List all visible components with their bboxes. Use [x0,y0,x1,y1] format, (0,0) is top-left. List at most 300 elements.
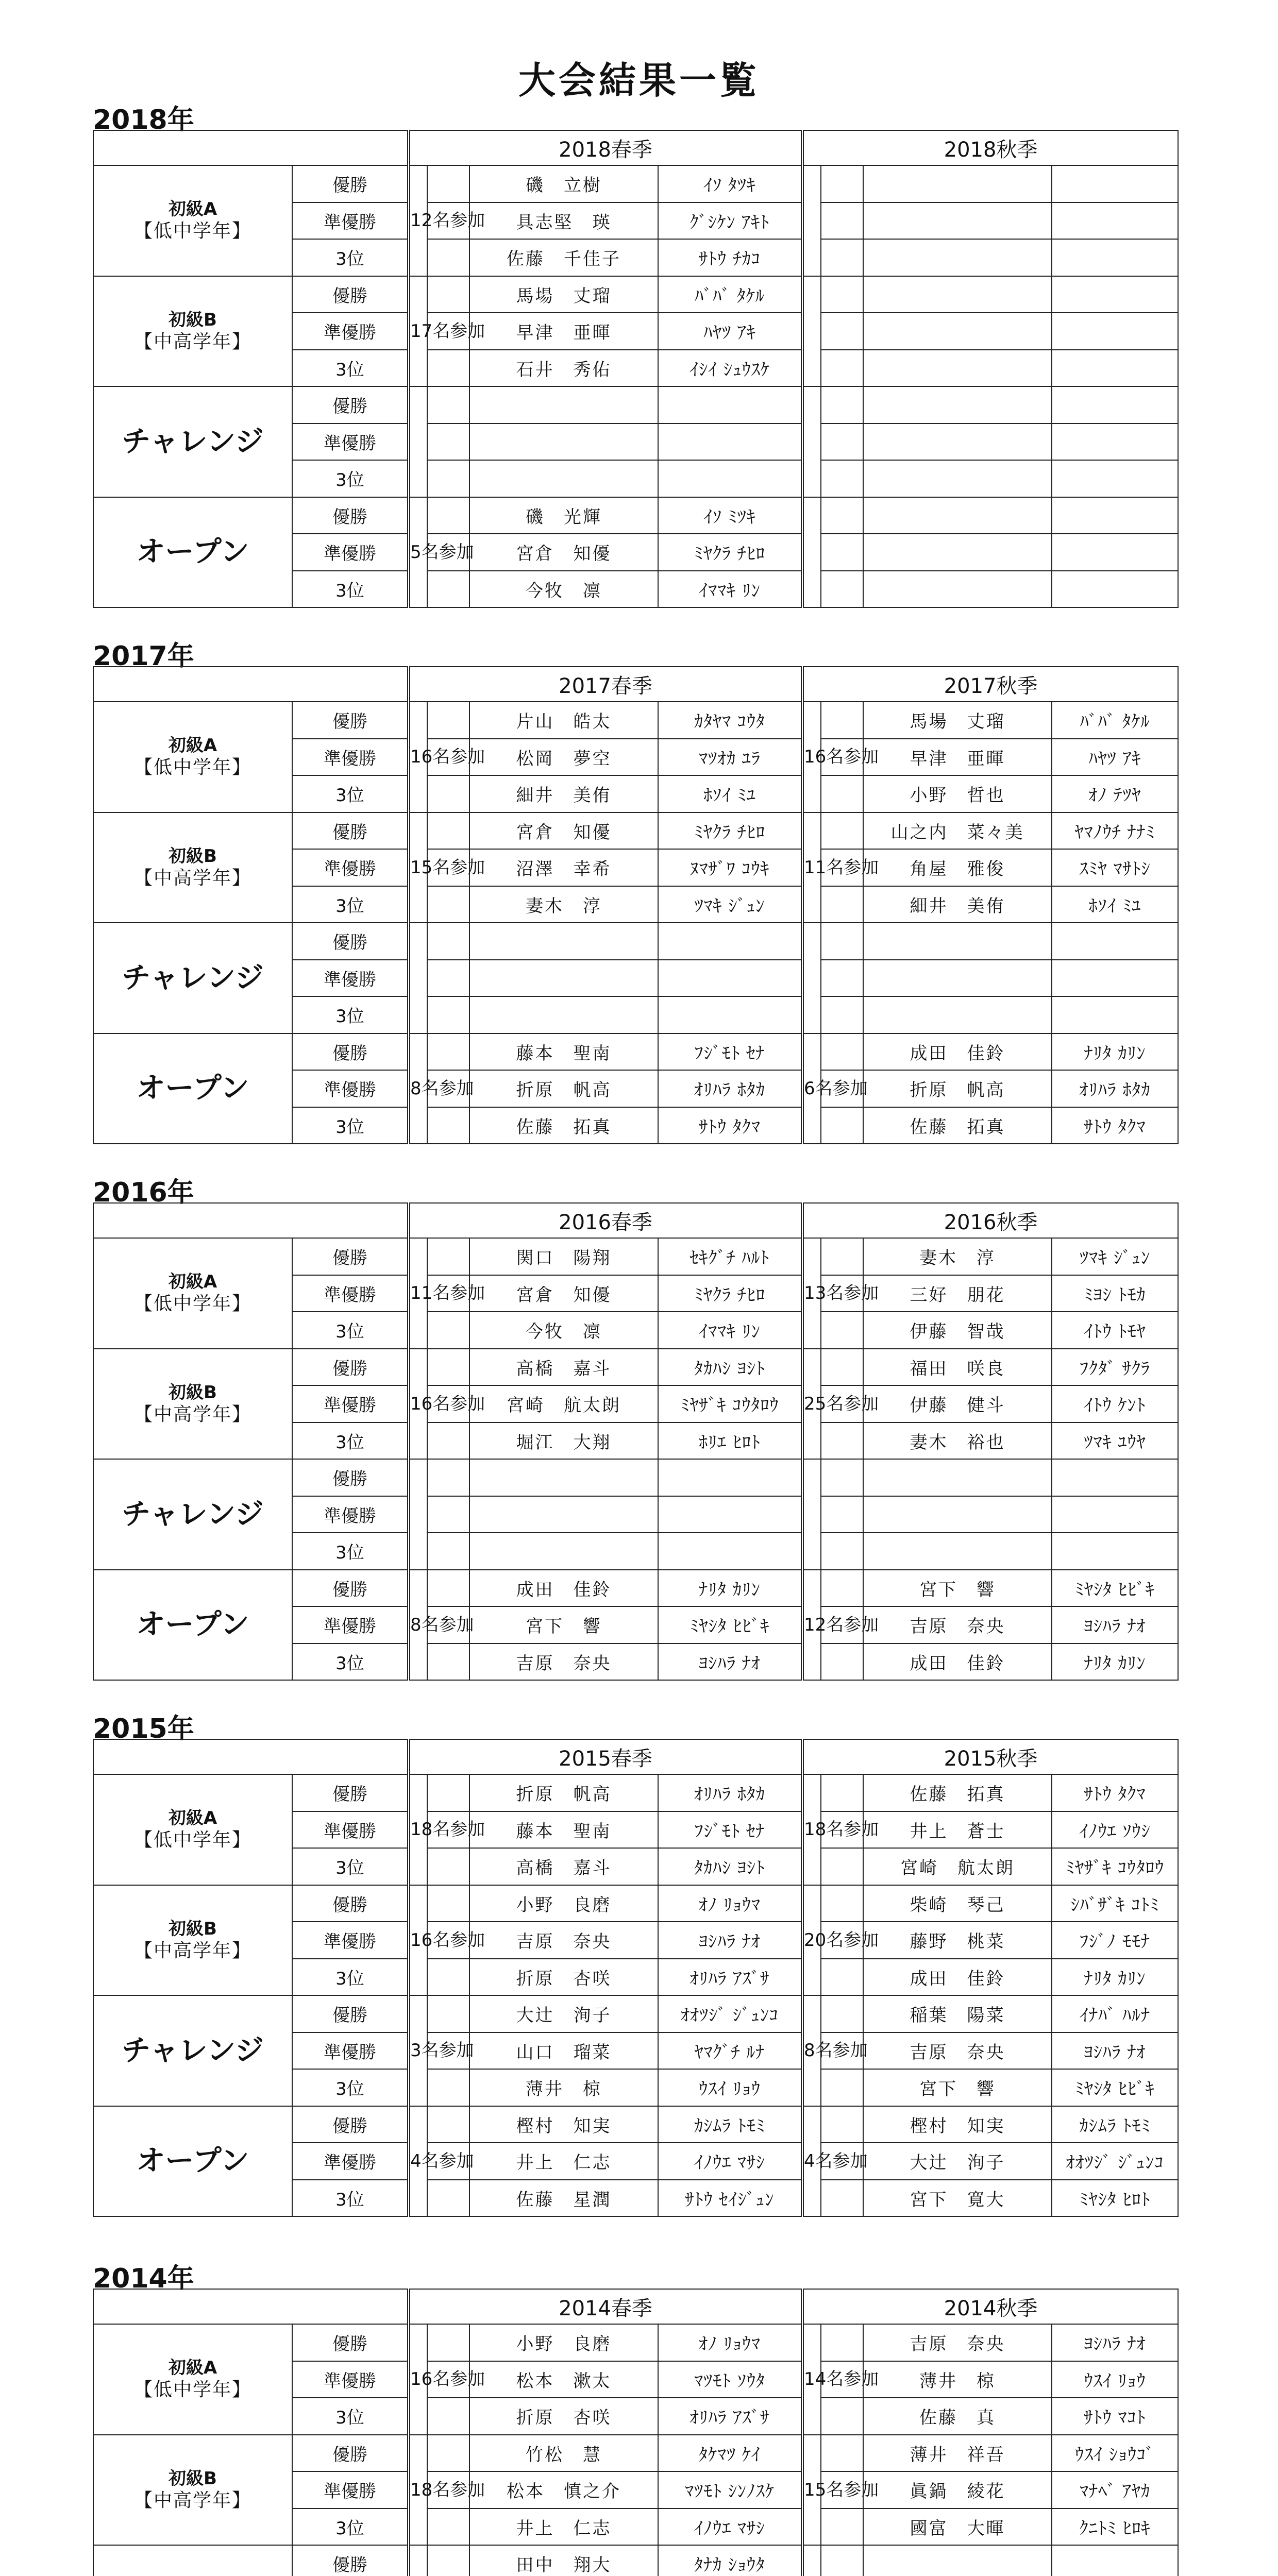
winner-name: 山之内 菜々美 [863,812,1052,850]
spacer-cell [821,497,863,534]
winner-kana [1052,534,1178,571]
winner-kana: ｸﾆﾄﾐ ﾋﾛｷ [1052,2509,1178,2546]
table-row [93,2435,1178,2472]
winner-kana: ﾐﾔｸﾗ ﾁﾋﾛ [658,812,802,850]
spacer-cell [427,571,469,608]
category-grade: 【中高学年】 [133,867,251,889]
winner-name: 妻木 淳 [863,1238,1052,1275]
category-name: オープン [136,535,249,569]
table-row [93,1885,1178,1922]
winner-name [863,923,1052,960]
category-name: オープン [136,1608,249,1642]
winner-kana: ｻﾄｳ ﾁｶｺ [658,239,802,276]
winner-kana [658,460,802,497]
winner-kana: ﾀｹﾏﾂ ｹｲ [658,2435,802,2472]
place-label: 優勝 [292,386,409,423]
spacer-cell [821,2398,863,2435]
winner-kana: ｲﾉｳｴ ﾏｻｼ [658,2509,802,2546]
place-label: 3位 [292,2398,409,2435]
winner-kana: ﾂﾏｷ ﾕｳﾔ [1052,1422,1178,1460]
spacer-cell [821,165,863,202]
category-cell [93,2545,292,2576]
winner-kana [1052,350,1178,387]
place-label: 優勝 [292,2106,409,2143]
table-row [93,1570,1178,1607]
place-label: 優勝 [292,2545,409,2576]
spacer-cell [821,2069,863,2106]
participant-count: 18名参加 [409,1774,427,1885]
category-name: 初級A [168,1272,217,1293]
spacer-cell [427,1848,469,1885]
category-name: 初級A [168,2358,217,2379]
category-name: チャレンジ [122,1497,264,1531]
season-header: 2016春季 [409,1203,802,1238]
winner-name: 堀江 大翔 [469,1422,658,1460]
participant-count [409,2545,427,2576]
spacer-cell [427,1312,469,1349]
winner-kana: ｳｽｲ ﾘｮｳ [1052,2361,1178,2398]
year-label: 2015年 [93,1714,194,1744]
winner-kana: ｵﾘﾊﾗ ﾎﾀｶ [658,1070,802,1107]
winner-kana: ﾐﾔｸﾗ ﾁﾋﾛ [658,534,802,571]
header-blank-cell [93,1739,409,1774]
winner-name [863,2545,1052,2576]
spacer-cell [427,1349,469,1386]
spacer-cell [427,423,469,461]
category-cell [93,702,292,812]
spacer-cell [821,702,863,739]
winner-name: 吉原 奈央 [863,2032,1052,2070]
category-cell [93,497,292,608]
category-cell [93,2435,292,2546]
winner-kana: ﾏﾂｵｶ ﾕﾗ [658,739,802,776]
place-label: 準優勝 [292,739,409,776]
winner-kana: ｻﾄｳ ﾏｺﾄ [1052,2398,1178,2435]
spacer-cell [821,350,863,387]
category-cell [93,386,292,497]
winner-kana [1052,1533,1178,1570]
participant-count [802,923,821,1033]
winner-name: 佐藤 真 [863,2398,1052,2435]
winner-kana [658,1533,802,1570]
participant-count: 18名参加 [802,1774,821,1885]
winner-name [469,1459,658,1496]
winner-name [469,1496,658,1533]
place-label: 準優勝 [292,2471,409,2509]
winner-kana [1052,923,1178,960]
place-label: 優勝 [292,702,409,739]
table-row [93,1238,1178,1275]
spacer-cell [427,2435,469,2472]
winner-kana [1052,960,1178,997]
winner-kana: ｵﾉ ﾃﾂﾔ [1052,775,1178,812]
participant-count: 8名参加 [409,1570,427,1681]
winner-name: 馬場 丈瑠 [469,276,658,313]
place-label: 優勝 [292,165,409,202]
spacer-cell [821,202,863,240]
winner-kana [1052,423,1178,461]
winner-name: 宮崎 航太朗 [469,1385,658,1422]
winner-name: 田中 翔大 [469,2545,658,2576]
spacer-cell [821,1774,863,1811]
spacer-cell [821,460,863,497]
participant-count [802,165,821,276]
winner-kana: ﾌｼﾞﾓﾄ ｾﾅ [658,1811,802,1849]
participant-count: 8名参加 [409,1033,427,1144]
winner-kana: ｵﾘﾊﾗ ﾎﾀｶ [1052,1070,1178,1107]
place-label: 準優勝 [292,1811,409,1849]
spacer-cell [427,2069,469,2106]
winner-name: 沼澤 幸希 [469,849,658,886]
winner-kana: ﾐﾔｻﾞｷ ｺｳﾀﾛｳ [658,1385,802,1422]
winner-name: 吉原 奈央 [863,1606,1052,1643]
winner-kana: ｵﾉ ﾘｮｳﾏ [658,2324,802,2361]
winner-kana: ｲｿ ﾀﾂｷ [658,165,802,202]
participant-count: 11名参加 [802,812,821,923]
winner-name: 三好 朋花 [863,1275,1052,1312]
winner-name: 折原 帆高 [863,1070,1052,1107]
winner-kana: ﾀｶﾊｼ ﾖｼﾄ [658,1349,802,1386]
winner-kana: ﾊﾔﾂ ｱｷ [1052,739,1178,776]
winner-name: 妻木 淳 [469,886,658,923]
winner-kana [1052,239,1178,276]
winner-kana: ﾌｼﾞﾓﾄ ｾﾅ [658,1033,802,1071]
place-label: 3位 [292,996,409,1033]
winner-name [469,996,658,1033]
place-label: 3位 [292,2069,409,2106]
winner-kana: ﾎｿｲ ﾐﾕ [658,775,802,812]
place-label: 3位 [292,1959,409,1996]
winner-kana: ﾅﾘﾀ ｶﾘﾝ [1052,1643,1178,1681]
spacer-cell [821,2545,863,2576]
results-table [93,666,1179,1144]
spacer-cell [427,1107,469,1144]
year-label: 2016年 [93,1177,194,1208]
winner-kana [658,923,802,960]
winner-name: 関口 陽翔 [469,1238,658,1275]
season-header-row [93,2289,1178,2324]
spacer-cell [427,1885,469,1922]
spacer-cell [821,534,863,571]
winner-name: 佐藤 星潤 [469,2180,658,2217]
winner-kana: ﾇﾏｻﾞﾜ ｺｳｷ [658,849,802,886]
spacer-cell [427,2398,469,2435]
place-label: 優勝 [292,276,409,313]
category-grade: 【中高学年】 [133,2489,251,2511]
winner-name [863,460,1052,497]
winner-name: 福田 咲良 [863,1349,1052,1386]
spacer-cell [427,1422,469,1460]
place-label: 優勝 [292,1349,409,1386]
winner-name: 折原 杏咲 [469,2398,658,2435]
winner-name: 竹松 慧 [469,2435,658,2472]
participant-count: 16名参加 [409,1885,427,1996]
place-label: 優勝 [292,812,409,850]
spacer-cell [427,1570,469,1607]
winner-kana: ｶｼﾑﾗ ﾄﾓﾐ [1052,2106,1178,2143]
place-label: 優勝 [292,2324,409,2361]
place-label: 3位 [292,1422,409,1460]
season-header: 2016秋季 [802,1203,1178,1238]
winner-name: 早津 亜暉 [863,739,1052,776]
table-row [93,386,1178,423]
spacer-cell [427,1459,469,1496]
winner-name: 伊藤 智哉 [863,1312,1052,1349]
category-name: 初級B [169,1918,217,1939]
winner-name: 今牧 凛 [469,1312,658,1349]
winner-kana: ﾂﾏｷ ｼﾞｭﾝ [658,886,802,923]
winner-kana: ﾏﾅﾍﾞ ｱﾔｶ [1052,2471,1178,2509]
spacer-cell [821,1959,863,1996]
winner-name: 今牧 凛 [469,571,658,608]
participant-count: 14名参加 [802,2324,821,2435]
winner-name: 吉原 奈央 [863,2324,1052,2361]
place-label: 3位 [292,2180,409,2217]
winner-name [863,239,1052,276]
winner-name: 高橋 嘉斗 [469,1848,658,1885]
category-grade: 【低中学年】 [133,2379,251,2401]
place-label: 準優勝 [292,1275,409,1312]
table-row [93,812,1178,850]
spacer-cell [427,1033,469,1071]
winner-name [863,1496,1052,1533]
spacer-cell [821,1312,863,1349]
participant-count [802,497,821,608]
category-cell [93,1995,292,2106]
category-name: チャレンジ [122,2033,264,2067]
season-header-row [93,1739,1178,1774]
category-cell [93,1570,292,1681]
spacer-cell [821,923,863,960]
participant-count: 20名参加 [802,1885,821,1996]
winner-kana [658,423,802,461]
winner-kana: ｻﾄｳ ﾀｸﾏ [1052,1774,1178,1811]
winner-name: 宮下 寛大 [863,2180,1052,2217]
spacer-cell [821,1422,863,1460]
spacer-cell [427,812,469,850]
place-label: 3位 [292,460,409,497]
winner-name: 稲葉 陽菜 [863,1995,1052,2032]
winner-name: 佐藤 千佳子 [469,239,658,276]
winner-name: 成田 佳鈴 [863,1033,1052,1071]
winner-kana: ﾅﾘﾀ ｶﾘﾝ [658,1570,802,1607]
table-row [93,923,1178,960]
winner-name [863,534,1052,571]
page-title: 大会結果一覧 [518,59,760,102]
winner-kana: ﾊﾞﾊﾞ ﾀｹﾙ [1052,702,1178,739]
place-label: 準優勝 [292,1606,409,1643]
spacer-cell [821,2509,863,2546]
winner-kana [658,386,802,423]
winner-name: 宮倉 知優 [469,1275,658,1312]
winner-name: 馬場 丈瑠 [863,702,1052,739]
table-row [93,2106,1178,2143]
winner-kana: ﾏﾂﾓﾄ ｼﾝﾉｽｹ [658,2471,802,2509]
participant-count: 16名参加 [802,702,821,812]
spacer-cell [427,1533,469,1570]
place-label: 優勝 [292,1033,409,1071]
winner-kana: ﾊﾞﾊﾞ ﾀｹﾙ [658,276,802,313]
spacer-cell [427,960,469,997]
header-blank-cell [93,667,409,702]
year-label: 2014年 [93,2263,194,2294]
winner-kana: ﾔﾏｸﾞﾁ ﾙﾅ [658,2032,802,2070]
winner-kana [1052,2545,1178,2576]
place-label: 準優勝 [292,313,409,350]
winner-kana [1052,276,1178,313]
winner-kana: ｲﾄｳ ｹﾝﾄ [1052,1385,1178,1422]
winner-name [863,960,1052,997]
results-table [93,2289,1179,2576]
spacer-cell [427,2509,469,2546]
place-label: 優勝 [292,1774,409,1811]
participant-count: 25名参加 [802,1349,821,1460]
winner-name [469,386,658,423]
spacer-cell [821,1033,863,1071]
spacer-cell [821,886,863,923]
category-name: 初級B [169,845,217,867]
category-name: チャレンジ [122,961,264,995]
winner-name: 佐藤 拓真 [863,1107,1052,1144]
winner-kana: ﾐﾔｼﾀ ﾋﾋﾞｷ [1052,2069,1178,2106]
spacer-cell [427,2106,469,2143]
participant-count [409,1459,427,1570]
spacer-cell [821,1349,863,1386]
spacer-cell [821,1848,863,1885]
place-label: 3位 [292,2509,409,2546]
winner-kana: ﾏﾂﾓﾄ ｿｳﾀ [658,2361,802,2398]
winner-name [469,960,658,997]
winner-name [469,423,658,461]
winner-kana: ﾐﾔｼﾀ ﾋﾋﾞｷ [658,1606,802,1643]
winner-name [469,460,658,497]
winner-name: 小野 良磨 [469,2324,658,2361]
winner-name [863,571,1052,608]
category-cell [93,812,292,923]
winner-kana: ｳｽｲ ｼｮｳｺﾞ [1052,2435,1178,2472]
spacer-cell [427,1959,469,1996]
place-label: 3位 [292,1312,409,1349]
spacer-cell [821,239,863,276]
winner-name [863,313,1052,350]
winner-kana: ｳｽｲ ﾘｮｳ [658,2069,802,2106]
winner-name: 磯 立樹 [469,165,658,202]
winner-kana: ｲﾅﾊﾞ ﾊﾙﾅ [1052,1995,1178,2032]
participant-count: 11名参加 [409,1238,427,1349]
table-row [93,1995,1178,2032]
winner-name: 藤本 聖南 [469,1033,658,1071]
spacer-cell [821,276,863,313]
season-header: 2015秋季 [802,1739,1178,1774]
winner-kana [1052,1459,1178,1496]
season-header: 2015春季 [409,1739,802,1774]
spacer-cell [821,423,863,461]
winner-name: 折原 帆高 [469,1070,658,1107]
winner-kana: ﾖｼﾊﾗ ﾅｵ [1052,1606,1178,1643]
winner-name: 國富 大暉 [863,2509,1052,2546]
winner-kana: ﾌｸﾀﾞ ｻｸﾗ [1052,1349,1178,1386]
participant-count [802,276,821,387]
category-grade: 【低中学年】 [133,221,251,242]
winner-kana [658,1459,802,1496]
winner-kana: ﾊﾔﾂ ｱｷ [658,313,802,350]
winner-name: 薄井 椋 [863,2361,1052,2398]
winner-name [863,423,1052,461]
season-header: 2018秋季 [802,130,1178,165]
spacer-cell [427,2545,469,2576]
participant-count: 12名参加 [409,165,427,276]
winner-kana: ｼﾊﾞｻﾞｷ ｺﾄﾐ [1052,1885,1178,1922]
category-name: チャレンジ [122,425,264,459]
place-label: 3位 [292,571,409,608]
winner-kana: ｽﾐﾔ ﾏｻﾄｼ [1052,849,1178,886]
place-label: 準優勝 [292,1496,409,1533]
place-label: 準優勝 [292,849,409,886]
category-name: 初級B [169,2468,217,2489]
category-name: 初級B [169,1382,217,1403]
participant-count [802,386,821,497]
category-grade: 【低中学年】 [133,1293,251,1315]
winner-kana: ｲﾏﾏｷ ﾘﾝ [658,1312,802,1349]
season-header: 2014秋季 [802,2289,1178,2324]
table-row [93,165,1178,202]
table-row [93,1459,1178,1496]
winner-kana: ｾｷｸﾞﾁ ﾊﾙﾄ [658,1238,802,1275]
winner-kana: ﾀｶﾊｼ ﾖｼﾄ [658,1848,802,1885]
spacer-cell [427,702,469,739]
results-table [93,1202,1179,1681]
spacer-cell [427,2180,469,2217]
place-label: 優勝 [292,1238,409,1275]
winner-kana: ﾅﾘﾀ ｶﾘﾝ [1052,1033,1178,1071]
place-label: 3位 [292,886,409,923]
participant-count: 15名参加 [802,2435,821,2546]
winner-name: 早津 亜暉 [469,313,658,350]
winner-name: 松岡 夢空 [469,739,658,776]
winner-kana: ﾖｼﾊﾗ ﾅｵ [658,1643,802,1681]
winner-kana: ﾂﾏｷ ｼﾞｭﾝ [1052,1238,1178,1275]
winner-name: 成田 佳鈴 [863,1643,1052,1681]
spacer-cell [821,775,863,812]
spacer-cell [427,239,469,276]
season-header-row [93,1203,1178,1238]
winner-name: 角屋 雅俊 [863,849,1052,886]
winner-kana: ﾀﾅｶ ｼｮｳﾀ [658,2545,802,2576]
winner-kana: ﾐﾔｻﾞｷ ｺｳﾀﾛｳ [1052,1848,1178,1885]
winner-name: 樫村 知実 [863,2106,1052,2143]
category-cell [93,276,292,387]
season-header: 2017秋季 [802,667,1178,702]
spacer-cell [821,571,863,608]
winner-name: 薄井 祥吾 [863,2435,1052,2472]
winner-kana [1052,165,1178,202]
winner-name [863,1533,1052,1570]
spacer-cell [821,1496,863,1533]
winner-kana [658,996,802,1033]
winner-name: 井上 仁志 [469,2143,658,2180]
winner-kana [1052,460,1178,497]
winner-name [863,497,1052,534]
winner-kana [1052,313,1178,350]
spacer-cell [821,2435,863,2472]
category-grade: 【中高学年】 [133,1940,251,1961]
winner-kana: ﾌｼﾞﾉ ﾓﾓﾅ [1052,1922,1178,1959]
winner-name: 宮倉 知優 [469,534,658,571]
participant-count: 4名参加 [802,2106,821,2217]
winner-kana: ﾎｿｲ ﾐﾕ [1052,886,1178,923]
place-label: 準優勝 [292,2143,409,2180]
place-label: 準優勝 [292,1070,409,1107]
